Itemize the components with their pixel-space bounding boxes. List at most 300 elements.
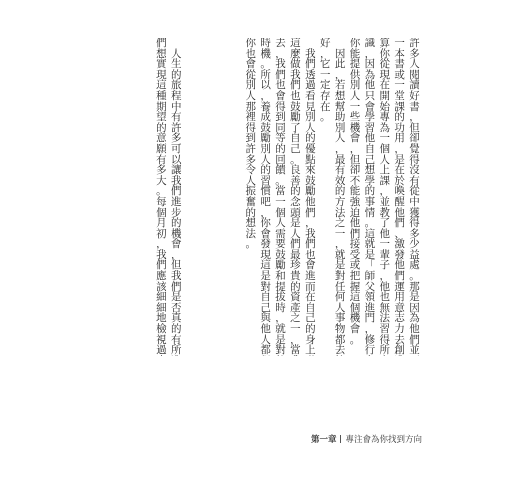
text-glyph: 識 xyxy=(364,38,376,49)
text-glyph: 發 xyxy=(260,238,271,251)
text-glyph: 意 xyxy=(156,132,167,145)
text-column xyxy=(392,38,407,356)
text-glyph: 強 xyxy=(349,195,361,208)
text-glyph: 人 xyxy=(245,174,256,187)
text-glyph: 而 xyxy=(305,280,316,293)
text-glyph: 對 xyxy=(334,270,346,283)
text-glyph: 。 xyxy=(245,238,256,251)
text-glyph: 們 xyxy=(171,280,182,293)
text-glyph: 。 xyxy=(319,111,331,124)
text-glyph: 在 xyxy=(305,291,316,304)
text-glyph: 都 xyxy=(334,333,346,346)
text-glyph: 們 xyxy=(409,333,420,346)
text-glyph: 月 xyxy=(156,217,167,230)
text-glyph: 來 xyxy=(305,164,316,177)
text-glyph: ， xyxy=(334,68,346,81)
text-glyph: 輩 xyxy=(379,248,391,261)
text-glyph: 接 xyxy=(349,238,361,251)
text-column xyxy=(303,38,318,356)
text-glyph: 們 xyxy=(305,238,316,251)
text-column xyxy=(377,38,392,356)
text-glyph: 地 xyxy=(156,312,167,325)
text-glyph: 人 xyxy=(275,217,286,230)
text-glyph: 己 xyxy=(305,312,316,325)
text-glyph: 得 xyxy=(409,217,420,230)
text-glyph: 運 xyxy=(394,280,405,293)
text-glyph: 己 xyxy=(364,153,376,166)
text-glyph: 提 xyxy=(349,58,361,71)
text-glyph: 他 xyxy=(364,79,376,92)
text-glyph: 受 xyxy=(349,248,361,261)
text-glyph: 是 xyxy=(290,217,301,230)
text-glyph: ， xyxy=(260,89,271,102)
text-glyph: ， xyxy=(156,238,167,251)
text-glyph: 但 xyxy=(349,153,361,166)
text-glyph: 身 xyxy=(305,333,316,346)
text-glyph: 醒 xyxy=(394,195,405,208)
text-glyph: 上 xyxy=(379,164,391,177)
text-glyph: 是 xyxy=(409,291,420,304)
chapter-title: 專注會為你找到方向 xyxy=(345,435,422,445)
text-glyph: 的 xyxy=(394,111,405,124)
text-glyph: 人 xyxy=(334,301,346,314)
text-glyph: 人 xyxy=(260,153,271,166)
text-glyph: 們 xyxy=(156,38,167,49)
text-glyph: 。 xyxy=(349,333,361,346)
text-glyph: 無 xyxy=(379,301,391,314)
text-glyph: 旅 xyxy=(171,79,182,92)
text-glyph: 裡 xyxy=(245,111,256,124)
text-glyph: 激 xyxy=(394,238,405,251)
text-glyph: 自 xyxy=(364,142,376,155)
text-glyph: 物 xyxy=(334,323,346,336)
text-glyph: ， xyxy=(275,312,286,325)
text-glyph: 優 xyxy=(305,142,316,155)
text-glyph: 步 xyxy=(171,206,182,219)
text-glyph: 覺 xyxy=(409,142,420,155)
text-glyph: 是 xyxy=(394,153,405,166)
text-glyph: 一 xyxy=(379,238,391,251)
text-glyph: 迫 xyxy=(349,206,361,219)
text-glyph: 機 xyxy=(171,227,182,240)
text-glyph: 的 xyxy=(171,323,182,336)
text-glyph: 得 xyxy=(379,333,391,346)
text-glyph: 多 xyxy=(245,153,256,166)
text-glyph: 用 xyxy=(394,132,405,145)
text-glyph: 過 xyxy=(305,79,316,92)
text-glyph: 多 xyxy=(409,47,420,60)
text-glyph: 想 xyxy=(364,164,376,177)
text-glyph: 這 xyxy=(364,227,376,240)
text-glyph: 別 xyxy=(245,79,256,92)
text-glyph: 在 xyxy=(319,100,331,113)
text-glyph: 是 xyxy=(171,291,182,304)
text-glyph: 創 xyxy=(394,344,405,356)
text-glyph: 這 xyxy=(156,79,167,92)
text-glyph: 該 xyxy=(156,280,167,293)
text-glyph: 對 xyxy=(260,280,271,293)
text-glyph: 喚 xyxy=(394,185,405,198)
text-glyph: 卻 xyxy=(349,164,361,177)
text-glyph: 我 xyxy=(290,68,301,81)
text-glyph: 於 xyxy=(394,174,405,187)
text-glyph: 為 xyxy=(379,121,391,134)
text-glyph: 己 xyxy=(260,301,271,314)
text-glyph: 人 xyxy=(334,132,346,145)
text-glyph: 中 xyxy=(171,100,182,113)
text-glyph: 過 xyxy=(156,344,167,356)
text-glyph: 現 xyxy=(379,68,391,81)
text-glyph: 最 xyxy=(290,248,301,261)
text-column xyxy=(228,38,243,356)
text-glyph: 自 xyxy=(290,132,301,145)
text-glyph: 它 xyxy=(319,58,331,71)
text-glyph: 種 xyxy=(156,89,167,102)
text-glyph: 能 xyxy=(349,47,361,60)
text-glyph: 良 xyxy=(290,164,301,177)
text-glyph: 進 xyxy=(305,270,316,283)
text-glyph: 否 xyxy=(171,301,182,314)
text-glyph: 機 xyxy=(349,121,361,134)
text-glyph: 也 xyxy=(305,248,316,261)
text-glyph: 會 xyxy=(275,89,286,102)
text-glyph: 或 xyxy=(394,68,405,81)
text-glyph: 與 xyxy=(260,312,271,325)
text-glyph: 們 xyxy=(290,238,301,251)
text-glyph: 他 xyxy=(364,132,376,145)
text-glyph: 那 xyxy=(409,280,420,293)
text-glyph: 進 xyxy=(171,195,182,208)
text-glyph: 若 xyxy=(334,79,346,92)
text-glyph: 不 xyxy=(349,174,361,187)
text-glyph: 一 xyxy=(319,68,331,81)
text-glyph: 我 xyxy=(305,227,316,240)
text-glyph: 。 xyxy=(290,153,301,166)
text-glyph: 貴 xyxy=(290,270,301,283)
text-glyph: 一 xyxy=(394,79,405,92)
text-glyph: 當 xyxy=(290,344,301,356)
text-glyph: 的 xyxy=(334,185,346,198)
text-glyph: 法 xyxy=(245,227,256,240)
text-glyph: 會 xyxy=(364,100,376,113)
text-glyph: 算 xyxy=(379,38,391,49)
text-glyph: 一 xyxy=(334,227,346,240)
text-glyph: ， xyxy=(379,185,391,198)
text-glyph: 書 xyxy=(394,58,405,71)
text-glyph: 振 xyxy=(245,185,256,198)
text-glyph: 個 xyxy=(275,206,286,219)
text-glyph: 得 xyxy=(245,121,256,134)
text-glyph: 和 xyxy=(275,270,286,283)
text-glyph: 人 xyxy=(245,89,256,102)
text-glyph: 真 xyxy=(171,312,182,325)
text-glyph: 為 xyxy=(409,312,420,325)
text-glyph: 大 xyxy=(156,174,167,187)
text-glyph: 也 xyxy=(379,291,391,304)
text-glyph: 何 xyxy=(334,291,346,304)
text-glyph: 人 xyxy=(349,89,361,102)
text-glyph: 應 xyxy=(156,270,167,283)
text-glyph: 們 xyxy=(275,68,286,81)
text-column xyxy=(154,38,169,356)
text-glyph: 拔 xyxy=(275,291,286,304)
text-glyph: 多 xyxy=(171,132,182,145)
text-glyph: 鼓 xyxy=(290,100,301,113)
text-glyph: 他 xyxy=(260,323,271,336)
text-glyph: 們 xyxy=(394,270,405,283)
text-glyph: 人 xyxy=(171,47,182,60)
text-glyph: 吧 xyxy=(260,195,271,208)
text-glyph: 處 xyxy=(409,259,420,272)
text-glyph: 透 xyxy=(305,68,316,81)
text-glyph: 念 xyxy=(290,195,301,208)
text-glyph: 握 xyxy=(349,280,361,293)
text-glyph: 得 xyxy=(409,153,420,166)
text-glyph: 們 xyxy=(349,227,361,240)
text-glyph: 時 xyxy=(275,301,286,314)
text-glyph: 就 xyxy=(364,238,376,251)
text-glyph: 效 xyxy=(334,174,346,187)
text-glyph: 想 xyxy=(334,89,346,102)
text-glyph: 卻 xyxy=(409,132,420,145)
text-glyph xyxy=(335,38,346,49)
text-glyph: 把 xyxy=(349,270,361,283)
text-glyph: 會 xyxy=(349,132,361,145)
text-glyph: 在 xyxy=(394,164,405,177)
text-glyph: 有 xyxy=(334,164,346,177)
text-glyph: 並 xyxy=(409,344,420,356)
running-footer xyxy=(311,433,422,445)
text-glyph: 這 xyxy=(260,259,271,272)
text-glyph: 法 xyxy=(334,206,346,219)
text-glyph: 細 xyxy=(156,291,167,304)
text-glyph: 去 xyxy=(275,38,286,49)
text-glyph: 是 xyxy=(260,270,271,283)
text-glyph: ， xyxy=(334,238,346,251)
text-glyph: 成 xyxy=(260,111,271,124)
text-glyph: 期 xyxy=(156,100,167,113)
text-glyph: 好 xyxy=(409,89,420,102)
text-glyph: 好 xyxy=(319,38,331,49)
text-glyph: 獲 xyxy=(409,206,420,219)
text-glyph: 了 xyxy=(379,217,391,230)
text-glyph: 。 xyxy=(260,58,271,71)
text-glyph: 功 xyxy=(394,121,405,134)
text-glyph: 他 xyxy=(379,280,391,293)
text-glyph: 一 xyxy=(275,195,286,208)
text-glyph: 的 xyxy=(364,185,376,198)
text-glyph: 人 xyxy=(379,153,391,166)
text-glyph: 助 xyxy=(334,111,346,124)
text-glyph: 從 xyxy=(379,58,391,71)
text-glyph: 情 xyxy=(364,206,376,219)
text-glyph: ， xyxy=(364,47,376,60)
text-glyph: 會 xyxy=(349,323,361,336)
text-glyph: 會 xyxy=(260,227,271,240)
text-glyph: 定 xyxy=(319,79,331,92)
text-glyph: 習 xyxy=(260,174,271,187)
text-glyph: 學 xyxy=(364,111,376,124)
text-glyph: 會 xyxy=(245,58,256,71)
text-glyph: 沒 xyxy=(409,164,420,177)
text-glyph: 修 xyxy=(364,333,376,346)
text-glyph: 人 xyxy=(409,58,420,71)
text-glyph: 的 xyxy=(305,323,316,336)
text-glyph: 本 xyxy=(394,47,405,60)
text-glyph: 有 xyxy=(171,333,182,346)
text-glyph: 們 xyxy=(156,259,167,272)
text-glyph: 有 xyxy=(156,153,167,166)
text-glyph: 點 xyxy=(305,153,316,166)
text-glyph: 這 xyxy=(349,291,361,304)
text-glyph: 也 xyxy=(245,47,256,60)
text-glyph: 上 xyxy=(305,344,316,356)
text-glyph: 從 xyxy=(245,68,256,81)
text-glyph: 最 xyxy=(334,153,346,166)
text-glyph: 以 xyxy=(171,153,182,166)
text-glyph: 都 xyxy=(260,344,271,356)
text-glyph: 人 xyxy=(290,227,301,240)
text-glyph: ， xyxy=(171,248,182,261)
text-glyph: 們 xyxy=(394,217,405,230)
text-glyph: 己 xyxy=(290,142,301,155)
text-glyph: 為 xyxy=(364,68,376,81)
text-glyph: 的 xyxy=(305,132,316,145)
text-glyph: 我 xyxy=(171,174,182,187)
text-glyph: 你 xyxy=(379,47,391,60)
text-glyph: 慣 xyxy=(260,185,271,198)
text-glyph: 只 xyxy=(364,89,376,102)
text-glyph: 得 xyxy=(275,100,286,113)
text-glyph: 要 xyxy=(275,238,286,251)
text-glyph: 們 xyxy=(305,58,316,71)
text-glyph: 堂 xyxy=(394,89,405,102)
text-glyph: 讀 xyxy=(409,79,420,92)
text-glyph: 回 xyxy=(275,153,286,166)
text-glyph: 視 xyxy=(156,333,167,346)
text-glyph: 開 xyxy=(379,89,391,102)
text-glyph: 初 xyxy=(156,227,167,240)
vertical-text-block xyxy=(87,38,422,356)
text-glyph: 個 xyxy=(349,301,361,314)
text-glyph: 頭 xyxy=(290,206,301,219)
text-glyph: ， xyxy=(260,206,271,219)
text-glyph: 實 xyxy=(156,58,167,71)
text-glyph: ， xyxy=(349,142,361,155)
text-glyph: 此 xyxy=(334,58,346,71)
text-glyph: 志 xyxy=(394,312,405,325)
text-glyph: 之 xyxy=(290,312,301,325)
text-glyph: 能 xyxy=(349,185,361,198)
text-glyph xyxy=(171,38,182,49)
text-glyph: 鼓 xyxy=(275,248,286,261)
text-glyph: 個 xyxy=(156,206,167,219)
text-glyph: 因 xyxy=(334,47,346,60)
text-glyph: 他 xyxy=(305,195,316,208)
text-column xyxy=(318,38,333,356)
text-glyph: 是 xyxy=(364,248,376,261)
text-glyph: 饋 xyxy=(275,164,286,177)
text-glyph: 習 xyxy=(364,121,376,134)
text-glyph: 會 xyxy=(305,259,316,272)
text-glyph: 令 xyxy=(245,164,256,177)
text-column xyxy=(243,38,258,356)
text-glyph: 、 xyxy=(394,227,405,240)
text-glyph: 專 xyxy=(379,111,391,124)
text-glyph: 多 xyxy=(156,164,167,177)
text-glyph: 的 xyxy=(275,142,286,155)
text-glyph: 一 xyxy=(349,100,361,113)
text-glyph: 存 xyxy=(319,89,331,102)
text-glyph: 你 xyxy=(260,217,271,230)
text-glyph: 。 xyxy=(156,185,167,198)
text-glyph: 會 xyxy=(171,238,182,251)
text-glyph: 那 xyxy=(245,100,256,113)
text-glyph: 我 xyxy=(275,58,286,71)
text-glyph: 因 xyxy=(409,301,420,314)
text-glyph: 機 xyxy=(349,312,361,325)
text-glyph: 。 xyxy=(409,270,420,283)
text-glyph: 當 xyxy=(275,185,286,198)
text-glyph: 現 xyxy=(156,68,167,81)
text-glyph: 生 xyxy=(171,58,182,71)
text-glyph: 閱 xyxy=(409,68,420,81)
text-glyph: 奮 xyxy=(245,195,256,208)
text-glyph: ， xyxy=(319,47,331,60)
text-glyph: 「 xyxy=(364,259,376,272)
text-glyph: 一 xyxy=(290,323,301,336)
text-glyph: 用 xyxy=(394,291,405,304)
text-glyph: 之 xyxy=(334,217,346,230)
text-column xyxy=(362,38,377,356)
text-glyph: 他 xyxy=(409,323,420,336)
text-glyph: 許 xyxy=(409,38,420,49)
text-glyph: 的 xyxy=(290,185,301,198)
text-glyph: 程 xyxy=(171,89,182,102)
text-glyph: 看 xyxy=(305,89,316,102)
text-glyph: ， xyxy=(334,142,346,155)
text-glyph: 所 xyxy=(260,68,271,81)
text-glyph: 個 xyxy=(379,142,391,155)
text-glyph: 多 xyxy=(409,227,420,240)
text-glyph: 我 xyxy=(156,248,167,261)
text-glyph: 些 xyxy=(349,111,361,124)
text-glyph: 這 xyxy=(290,38,301,49)
text-glyph: 是 xyxy=(334,259,346,272)
text-glyph: 對 xyxy=(275,344,286,356)
text-glyph: 別 xyxy=(334,121,346,134)
text-glyph: 習 xyxy=(379,323,391,336)
text-glyph: 但 xyxy=(409,121,420,134)
text-glyph: ， xyxy=(379,270,391,283)
text-glyph: 到 xyxy=(245,132,256,145)
text-glyph: 讓 xyxy=(171,164,182,177)
text-glyph: 可 xyxy=(171,142,182,155)
text-glyph: 中 xyxy=(409,195,420,208)
text-glyph: 勵 xyxy=(260,132,271,145)
text-glyph: 他 xyxy=(394,259,405,272)
text-glyph: 別 xyxy=(260,142,271,155)
text-glyph: 望 xyxy=(156,111,167,124)
text-column xyxy=(288,38,303,356)
text-glyph: 的 xyxy=(171,68,182,81)
text-glyph: 許 xyxy=(245,142,256,155)
text-glyph: 的 xyxy=(171,217,182,230)
text-glyph: ， xyxy=(409,111,420,124)
text-glyph: 他 xyxy=(349,217,361,230)
text-glyph: 。 xyxy=(364,217,376,230)
text-glyph: 有 xyxy=(409,174,420,187)
